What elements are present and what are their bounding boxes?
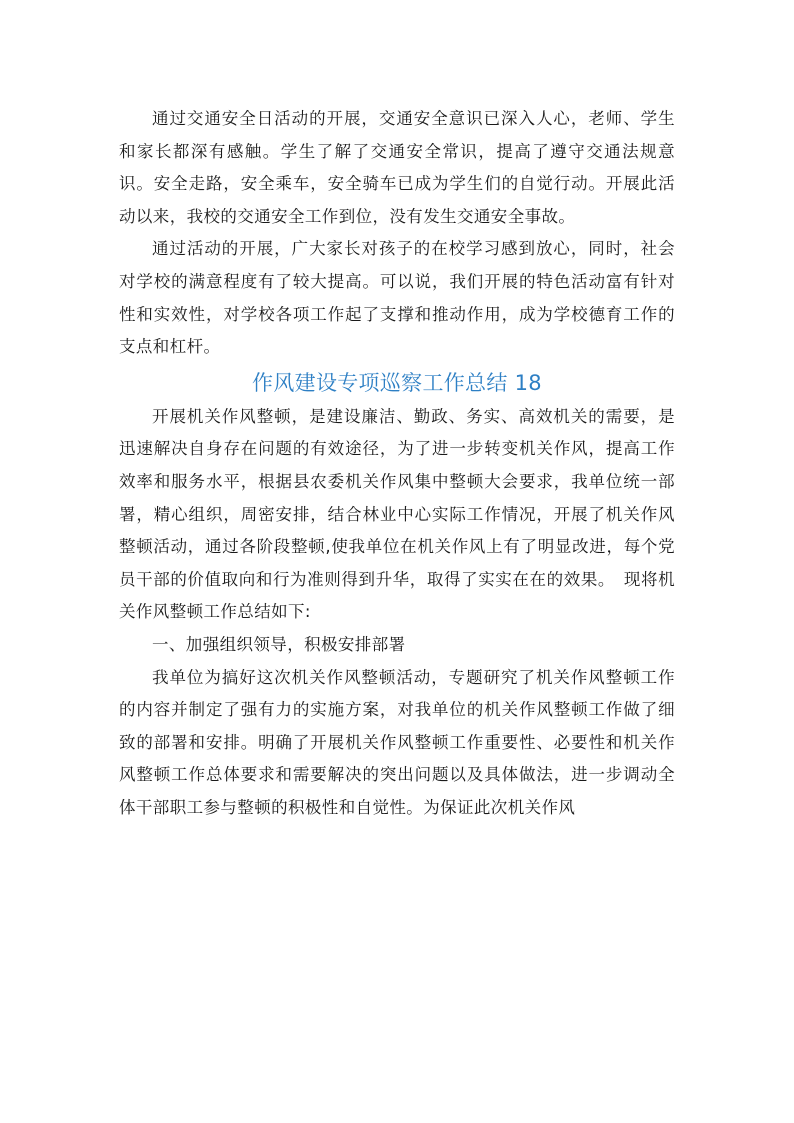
- document-body: [119, 103, 675, 824]
- paragraph: 开展机关作风整顿，是建设廉洁、勤政、务实、高效机关的需要，是迅速解决自身存在问题的有效途径，为了进一步转变机关作风，提高工作效率和服务水平，根据县农委机关作风集中整顿大会要求，我单位统一部署，精心组织，周密安排，结合林业中心实际工作情况，开展了机关作风整顿活动，通过各阶段整顿,使我单位在机关作风上有了明显改进，每个党员干部的价值取向和行为准则得到升华，取得了实实在在的效果。 现将机关作风整顿工作总结如下:: [119, 406, 675, 622]
- paragraph: 我单位为搞好这次机关作风整顿活动，专题研究了机关作风整顿工作的内容并制定了强有力的实施方案，对我单位的机关作风整顿工作做了细致的部署和安排。明确了开展机关作风整顿工作重要性、必要性和机关作风整顿工作总体要求和需要解决的突出问题以及具体做法，进一步调动全体干部职工参与整顿的积极性和自觉性。为保证此次机关作风: [119, 667, 675, 817]
- paragraph: 通过交通安全日活动的开展，交通安全意识已深入人心，老师、学生和家长都深有感触。学生了解了交通安全常识，提高了遵守交通法规意识。安全走路，安全乘车，安全骑车已成为学生们的自觉行动。开展此活动以来，我校的交通安全工作到位，没有发生交通安全事故。: [119, 109, 675, 226]
- paragraph: 通过活动的开展，广大家长对孩子的在校学习感到放心，同时，社会对学校的满意程度有了较大提高。可以说，我们开展的特色活动富有针对性和实效性，对学校各项工作起了支撑和推动作用，成为学校德育工作的支点和杠杆。: [119, 239, 675, 357]
- section-heading: 一、加强组织领导，积极安排部署: [152, 634, 406, 654]
- section-title: 作风建设专项巡察工作总结 18: [252, 370, 542, 395]
